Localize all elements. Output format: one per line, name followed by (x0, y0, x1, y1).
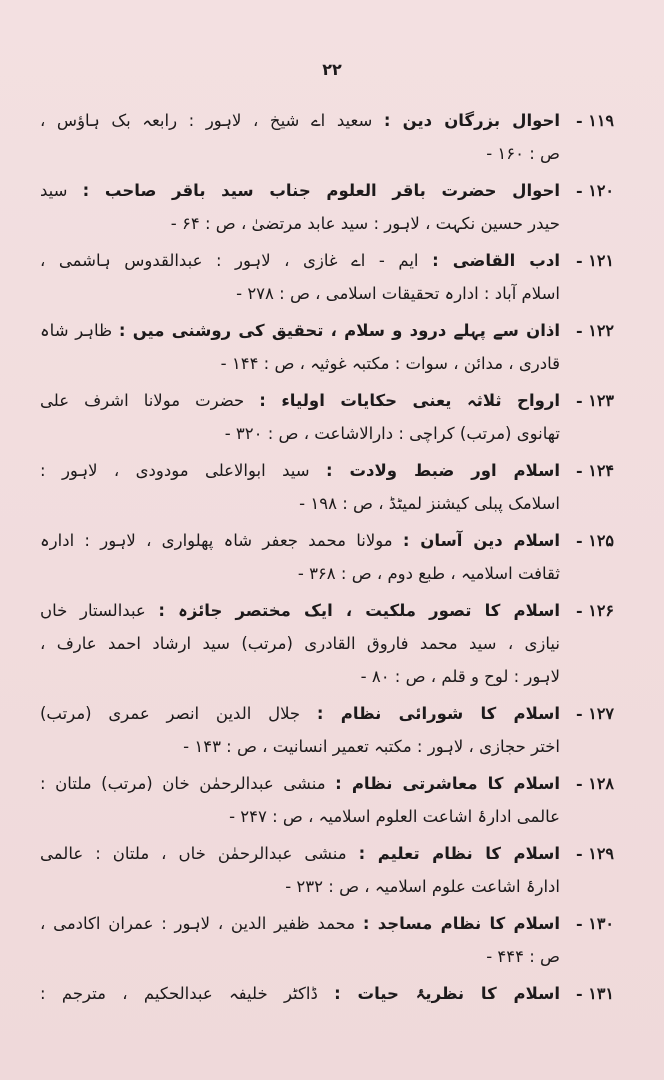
entry-title: اسلام کا نظام تعلیم : (358, 844, 560, 863)
entry-text-run: محمد ظفیر الدین ، لاہور : عمران اکادمی ، (40, 914, 356, 933)
entry-number: ۱۲۰ - (576, 181, 614, 200)
page-number: ۲۲ (322, 60, 342, 79)
entry-line (40, 767, 560, 800)
entry-text-run: منشی عبدالرحمٰن خان (مرتب) ملتان : (40, 774, 326, 793)
entry-text (40, 594, 560, 693)
entry-line (40, 907, 560, 940)
entry-text (40, 977, 560, 1010)
entry-line (40, 314, 560, 347)
entry-title: اسلام دین آسان : (402, 531, 561, 550)
entry-line: ادارۂ اشاعت علوم اسلامیہ ، ص : ۲۳۲ - (285, 877, 560, 896)
entry-line: ص : ۱۶۰ - (486, 144, 560, 163)
entry-line: عالمی ادارۂ اشاعت العلوم اسلامیہ ، ص : ۲۴۷ - (229, 807, 560, 826)
bibliography-entry (40, 174, 614, 240)
entry-title: اسلام کا نظریۂ حیات : (334, 984, 561, 1003)
entry-title: ارواح ثلاثہ یعنی حکایات اولیاء : (259, 391, 561, 410)
entry-line: حیدر حسین نکہت ، لاہور : سید عابد مرتضیٰ ، ص : ۶۴ - (170, 214, 560, 233)
entry-number: ۱۲۸ - (576, 774, 614, 793)
entry-text-run: سید (40, 181, 68, 200)
entry-title: احوال بزرگان دین : (383, 111, 561, 130)
entry-title: اسلام کا شورائی نظام : (316, 704, 561, 723)
entry-text (40, 104, 560, 170)
entry-title: احوال حضرت باقر العلوم جناب سید باقر صاحب : (82, 181, 561, 200)
entry-text-run: سعید اے شیخ ، لاہور : رابعہ بک ہاؤس ، (40, 111, 373, 130)
entry-text-run: مولانا محمد جعفر شاہ پھلواری ، لاہور : ادارہ (40, 531, 393, 550)
bibliography-entry (40, 594, 614, 693)
entry-title: اسلام اور ضبط ولادت : (325, 461, 560, 480)
entry-number: ۱۲۱ - (576, 251, 614, 270)
entry-text-run: ڈاکٹر خلیفہ عبدالحکیم ، مترجم : (40, 984, 318, 1003)
bibliography-entry (40, 244, 614, 310)
entry-title: اسلام کا معاشرتی نظام : (335, 774, 561, 793)
entry-title: اسلام کا تصور ملکیت ، ایک مختصر جائزہ : (158, 601, 560, 620)
entry-line: لاہور : لوح و قلم ، ص : ۸۰ - (360, 667, 560, 686)
entry-line (40, 837, 560, 870)
entry-line (40, 524, 560, 557)
entry-text (40, 244, 560, 310)
entry-text (40, 837, 560, 903)
entry-text-run: ظاہر شاہ (40, 321, 113, 340)
entry-number: ۱۲۲ - (576, 321, 614, 340)
bibliography-entry (40, 767, 614, 833)
entry-number: ۱۳۱ - (576, 984, 614, 1003)
entry-number: ۱۳۰ - (576, 914, 614, 933)
entry-number: ۱۱۹ - (576, 111, 614, 130)
entry-line: تھانوی (مرتب) کراچی : دارالاشاعت ، ص : ۳۲۰ - (224, 424, 560, 443)
entry-text (40, 524, 560, 590)
bibliography-entry (40, 697, 614, 763)
entry-line (40, 244, 560, 277)
entry-line: اسلامک پبلی کیشنز لمیٹڈ ، ص : ۱۹۸ - (299, 494, 560, 513)
entry-number: ۱۲۵ - (576, 531, 614, 550)
entry-line (40, 594, 560, 627)
bibliography-entry (40, 907, 614, 973)
entry-text-run: عبدالستار خاں (40, 601, 146, 620)
entry-title: اذان سے پہلے درود و سلام ، تحقیق کی روشنی میں : (118, 321, 560, 340)
entry-line: ص : ۴۴۴ - (486, 947, 560, 966)
bibliography-entry (40, 454, 614, 520)
entry-number: ۱۲۹ - (576, 844, 614, 863)
entry-text-run: سید ابوالاعلی مودودی ، لاہور : (40, 461, 310, 480)
entry-line: نیازی ، سید محمد فاروق القادری (مرتب) سید ارشاد احمد عارف ، (40, 634, 560, 653)
entry-number: ۱۲۶ - (576, 601, 614, 620)
entry-number: ۱۲۴ - (576, 461, 614, 480)
entry-line (40, 454, 560, 487)
entry-number: ۱۲۳ - (576, 391, 614, 410)
entry-title: ادب القاضی : (432, 251, 560, 270)
entry-text-run: حضرت مولانا اشرف علی (40, 391, 245, 410)
entry-text-run: ایم - اے غازی ، لاہور : عبدالقدوس ہاشمی ، (40, 251, 419, 270)
entry-text (40, 907, 560, 973)
bibliography-entry (40, 314, 614, 380)
entry-line (40, 977, 560, 1010)
bibliography-entry (40, 104, 614, 170)
entry-text (40, 314, 560, 380)
entry-text-run: جلال الدین انصر عمری (مرتب) (40, 704, 301, 723)
entry-line: ثقافت اسلامیہ ، طبع دوم ، ص : ۳۶۸ - (297, 564, 560, 583)
entry-line: قادری ، مدائن ، سوات : مکتبہ غوثیہ ، ص : ۱۴۴ - (220, 354, 560, 373)
entry-text (40, 174, 560, 240)
entry-text (40, 697, 560, 763)
entry-line (40, 697, 560, 730)
entry-text (40, 384, 560, 450)
bibliography-entry (40, 384, 614, 450)
entry-line: اسلام آباد : ادارہ تحقیقات اسلامی ، ص : ۲۷۸ - (236, 284, 560, 303)
bibliography-entry (40, 837, 614, 903)
bibliography-entry (40, 524, 614, 590)
entry-line (40, 384, 560, 417)
entry-text (40, 767, 560, 833)
entry-text-run: منشی عبدالرحمٰن خاں ، ملتان : عالمی (40, 844, 347, 863)
entry-line: اختر حجازی ، لاہور : مکتبہ تعمیر انسانیت ، ص : ۱۴۳ - (183, 737, 560, 756)
bibliography-entry (40, 977, 614, 1010)
entry-line (40, 174, 560, 207)
entry-text (40, 454, 560, 520)
entry-number: ۱۲۷ - (576, 704, 614, 723)
bibliography-list (40, 104, 614, 1014)
entry-title: اسلام کا نظام مساجد : (362, 914, 560, 933)
entry-line (40, 104, 560, 137)
